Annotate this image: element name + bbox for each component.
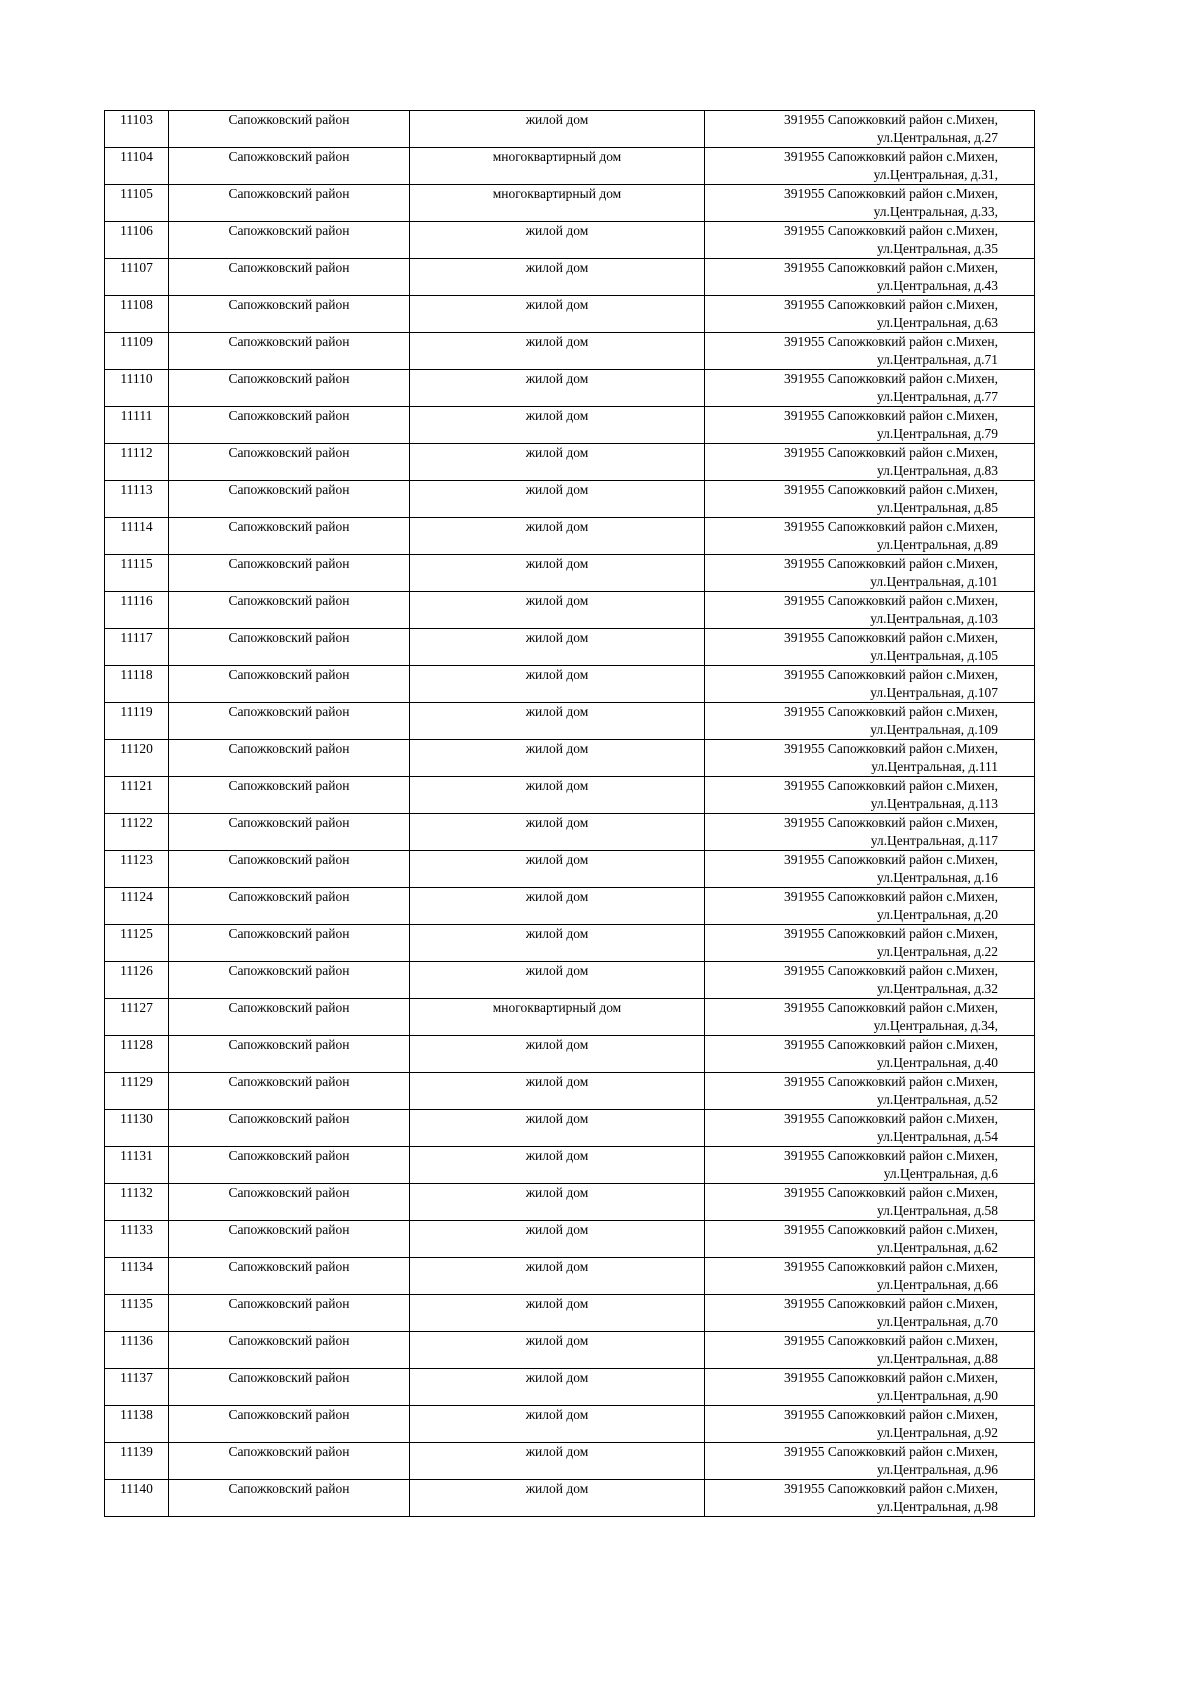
address-cell bbox=[705, 222, 1035, 259]
district-cell: Сапожковский район bbox=[169, 1147, 410, 1184]
district-cell: Сапожковский район bbox=[169, 1110, 410, 1147]
address-line-1: 391955 Сапожковкий район с.Михен, bbox=[784, 1444, 998, 1459]
row-number: 11133 bbox=[105, 1221, 169, 1258]
row-number: 11134 bbox=[105, 1258, 169, 1295]
row-number: 11104 bbox=[105, 148, 169, 185]
row-number: 11123 bbox=[105, 851, 169, 888]
address-cell bbox=[705, 1332, 1035, 1369]
address-cell bbox=[705, 111, 1035, 148]
building-type-cell: жилой дом bbox=[410, 111, 705, 148]
address-cell bbox=[705, 555, 1035, 592]
building-type-cell: жилой дом bbox=[410, 1369, 705, 1406]
address-cell bbox=[705, 777, 1035, 814]
building-type-cell: жилой дом bbox=[410, 1110, 705, 1147]
address-cell bbox=[705, 1184, 1035, 1221]
row-number: 11115 bbox=[105, 555, 169, 592]
address-cell bbox=[705, 518, 1035, 555]
district-cell: Сапожковский район bbox=[169, 740, 410, 777]
address-line-2: ул.Центральная, д.63 bbox=[877, 315, 998, 330]
district-cell: Сапожковский район bbox=[169, 296, 410, 333]
address-cell bbox=[705, 1147, 1035, 1184]
district-cell: Сапожковский район bbox=[169, 1295, 410, 1332]
address-line-2: ул.Центральная, д.79 bbox=[877, 426, 998, 441]
address-line-2: ул.Центральная, д.43 bbox=[877, 278, 998, 293]
row-number: 11135 bbox=[105, 1295, 169, 1332]
building-type-cell: жилой дом bbox=[410, 259, 705, 296]
row-number: 11131 bbox=[105, 1147, 169, 1184]
address-line-1: 391955 Сапожковкий район с.Михен, bbox=[784, 519, 998, 534]
row-number: 11118 bbox=[105, 666, 169, 703]
row-number: 11117 bbox=[105, 629, 169, 666]
address-line-1: 391955 Сапожковкий район с.Михен, bbox=[784, 1185, 998, 1200]
row-number: 11140 bbox=[105, 1480, 169, 1517]
address-line-2: ул.Центральная, д.32 bbox=[877, 981, 998, 996]
row-number: 11127 bbox=[105, 999, 169, 1036]
row-number: 11130 bbox=[105, 1110, 169, 1147]
district-cell: Сапожковский район bbox=[169, 666, 410, 703]
address-line-2: ул.Центральная, д.6 bbox=[883, 1166, 998, 1181]
address-line-1: 391955 Сапожковкий район с.Михен, bbox=[784, 704, 998, 719]
table-row bbox=[105, 666, 1035, 703]
address-line-2: ул.Центральная, д.103 bbox=[870, 611, 998, 626]
building-type-cell: жилой дом bbox=[410, 333, 705, 370]
address-line-2: ул.Центральная, д.62 bbox=[877, 1240, 998, 1255]
row-number: 11112 bbox=[105, 444, 169, 481]
address-line-1: 391955 Сапожковкий район с.Михен, bbox=[784, 1000, 998, 1015]
address-cell bbox=[705, 703, 1035, 740]
table-row bbox=[105, 1406, 1035, 1443]
address-cell bbox=[705, 740, 1035, 777]
building-type-cell: жилой дом bbox=[410, 1443, 705, 1480]
address-line-2: ул.Центральная, д.35 bbox=[877, 241, 998, 256]
table-row bbox=[105, 259, 1035, 296]
building-type-cell: жилой дом bbox=[410, 1480, 705, 1517]
table-row bbox=[105, 111, 1035, 148]
row-number: 11126 bbox=[105, 962, 169, 999]
table-row bbox=[105, 333, 1035, 370]
address-line-2: ул.Центральная, д.85 bbox=[877, 500, 998, 515]
district-cell: Сапожковский район bbox=[169, 999, 410, 1036]
district-cell: Сапожковский район bbox=[169, 1258, 410, 1295]
row-number: 11106 bbox=[105, 222, 169, 259]
address-line-2: ул.Центральная, д.92 bbox=[877, 1425, 998, 1440]
table-row bbox=[105, 185, 1035, 222]
address-line-2: ул.Центральная, д.107 bbox=[870, 685, 998, 700]
row-number: 11138 bbox=[105, 1406, 169, 1443]
district-cell: Сапожковский район bbox=[169, 407, 410, 444]
row-number: 11132 bbox=[105, 1184, 169, 1221]
table-row bbox=[105, 1369, 1035, 1406]
address-line-1: 391955 Сапожковкий район с.Михен, bbox=[784, 741, 998, 756]
address-line-1: 391955 Сапожковкий район с.Михен, bbox=[784, 1111, 998, 1126]
address-line-2: ул.Центральная, д.40 bbox=[877, 1055, 998, 1070]
address-line-1: 391955 Сапожковкий район с.Михен, bbox=[784, 297, 998, 312]
address-line-1: 391955 Сапожковкий район с.Михен, bbox=[784, 1370, 998, 1385]
row-number: 11125 bbox=[105, 925, 169, 962]
address-line-2: ул.Центральная, д.66 bbox=[877, 1277, 998, 1292]
district-cell: Сапожковский район bbox=[169, 444, 410, 481]
row-number: 11120 bbox=[105, 740, 169, 777]
address-line-1: 391955 Сапожковкий район с.Михен, bbox=[784, 926, 998, 941]
table-row bbox=[105, 1258, 1035, 1295]
table-row bbox=[105, 1443, 1035, 1480]
district-cell: Сапожковский район bbox=[169, 185, 410, 222]
address-line-2: ул.Центральная, д.16 bbox=[877, 870, 998, 885]
address-line-1: 391955 Сапожковкий район с.Михен, bbox=[784, 963, 998, 978]
row-number: 11110 bbox=[105, 370, 169, 407]
address-line-2: ул.Центральная, д.33, bbox=[873, 204, 998, 219]
table-row bbox=[105, 1147, 1035, 1184]
address-cell bbox=[705, 259, 1035, 296]
building-type-cell: жилой дом bbox=[410, 925, 705, 962]
address-line-1: 391955 Сапожковкий район с.Михен, bbox=[784, 1074, 998, 1089]
address-cell bbox=[705, 814, 1035, 851]
table-row bbox=[105, 370, 1035, 407]
address-cell bbox=[705, 185, 1035, 222]
address-cell bbox=[705, 1073, 1035, 1110]
address-line-1: 391955 Сапожковкий район с.Михен, bbox=[784, 1333, 998, 1348]
address-line-2: ул.Центральная, д.105 bbox=[870, 648, 998, 663]
table-row bbox=[105, 222, 1035, 259]
building-type-cell: жилой дом bbox=[410, 222, 705, 259]
table-row bbox=[105, 814, 1035, 851]
table-row bbox=[105, 740, 1035, 777]
address-line-2: ул.Центральная, д.70 bbox=[877, 1314, 998, 1329]
district-cell: Сапожковский район bbox=[169, 629, 410, 666]
address-cell bbox=[705, 1480, 1035, 1517]
address-line-1: 391955 Сапожковкий район с.Михен, bbox=[784, 445, 998, 460]
table-row bbox=[105, 481, 1035, 518]
district-cell: Сапожковский район bbox=[169, 851, 410, 888]
building-type-cell: жилой дом bbox=[410, 962, 705, 999]
building-type-cell: жилой дом bbox=[410, 666, 705, 703]
address-cell bbox=[705, 333, 1035, 370]
row-number: 11139 bbox=[105, 1443, 169, 1480]
row-number: 11107 bbox=[105, 259, 169, 296]
building-type-cell: жилой дом bbox=[410, 370, 705, 407]
table-row bbox=[105, 407, 1035, 444]
row-number: 11108 bbox=[105, 296, 169, 333]
table-row bbox=[105, 518, 1035, 555]
address-table bbox=[104, 110, 1035, 1517]
table-row bbox=[105, 555, 1035, 592]
row-number: 11113 bbox=[105, 481, 169, 518]
address-line-2: ул.Центральная, д.88 bbox=[877, 1351, 998, 1366]
table-row bbox=[105, 1073, 1035, 1110]
row-number: 11116 bbox=[105, 592, 169, 629]
address-line-2: ул.Центральная, д.83 bbox=[877, 463, 998, 478]
address-cell bbox=[705, 1406, 1035, 1443]
table-row bbox=[105, 962, 1035, 999]
building-type-cell: жилой дом bbox=[410, 1221, 705, 1258]
table-row bbox=[105, 1480, 1035, 1517]
building-type-cell: многоквартирный дом bbox=[410, 185, 705, 222]
district-cell: Сапожковский район bbox=[169, 370, 410, 407]
building-type-cell: жилой дом bbox=[410, 851, 705, 888]
address-line-1: 391955 Сапожковкий район с.Михен, bbox=[784, 408, 998, 423]
address-line-1: 391955 Сапожковкий район с.Михен, bbox=[784, 1407, 998, 1422]
building-type-cell: жилой дом bbox=[410, 592, 705, 629]
building-type-cell: жилой дом bbox=[410, 1036, 705, 1073]
row-number: 11121 bbox=[105, 777, 169, 814]
row-number: 11137 bbox=[105, 1369, 169, 1406]
address-line-2: ул.Центральная, д.54 bbox=[877, 1129, 998, 1144]
table-row bbox=[105, 1332, 1035, 1369]
district-cell: Сапожковский район bbox=[169, 222, 410, 259]
district-cell: Сапожковский район bbox=[169, 555, 410, 592]
row-number: 11136 bbox=[105, 1332, 169, 1369]
district-cell: Сапожковский район bbox=[169, 1036, 410, 1073]
address-cell bbox=[705, 1036, 1035, 1073]
table-row bbox=[105, 629, 1035, 666]
table-row bbox=[105, 1184, 1035, 1221]
table-row bbox=[105, 148, 1035, 185]
building-type-cell: жилой дом bbox=[410, 407, 705, 444]
table-row bbox=[105, 777, 1035, 814]
address-line-1: 391955 Сапожковкий район с.Михен, bbox=[784, 778, 998, 793]
table-row bbox=[105, 703, 1035, 740]
address-line-2: ул.Центральная, д.101 bbox=[870, 574, 998, 589]
district-cell: Сапожковский район bbox=[169, 1480, 410, 1517]
row-number: 11109 bbox=[105, 333, 169, 370]
district-cell: Сапожковский район bbox=[169, 1184, 410, 1221]
address-cell bbox=[705, 444, 1035, 481]
address-line-1: 391955 Сапожковкий район с.Михен, bbox=[784, 815, 998, 830]
building-type-cell: многоквартирный дом bbox=[410, 148, 705, 185]
building-type-cell: жилой дом bbox=[410, 888, 705, 925]
building-type-cell: жилой дом bbox=[410, 703, 705, 740]
address-line-2: ул.Центральная, д.31, bbox=[873, 167, 998, 182]
district-cell: Сапожковский район bbox=[169, 1369, 410, 1406]
address-line-2: ул.Центральная, д.71 bbox=[877, 352, 998, 367]
address-cell bbox=[705, 1221, 1035, 1258]
building-type-cell: многоквартирный дом bbox=[410, 999, 705, 1036]
address-cell bbox=[705, 962, 1035, 999]
address-line-1: 391955 Сапожковкий район с.Михен, bbox=[784, 334, 998, 349]
row-number: 11111 bbox=[105, 407, 169, 444]
building-type-cell: жилой дом bbox=[410, 296, 705, 333]
address-line-2: ул.Центральная, д.20 bbox=[877, 907, 998, 922]
district-cell: Сапожковский район bbox=[169, 925, 410, 962]
address-line-2: ул.Центральная, д.22 bbox=[877, 944, 998, 959]
building-type-cell: жилой дом bbox=[410, 740, 705, 777]
district-cell: Сапожковский район bbox=[169, 518, 410, 555]
row-number: 11103 bbox=[105, 111, 169, 148]
district-cell: Сапожковский район bbox=[169, 703, 410, 740]
address-line-2: ул.Центральная, д.98 bbox=[877, 1499, 998, 1514]
address-line-1: 391955 Сапожковкий район с.Михен, bbox=[784, 1222, 998, 1237]
address-line-1: 391955 Сапожковкий район с.Михен, bbox=[784, 482, 998, 497]
building-type-cell: жилой дом bbox=[410, 1332, 705, 1369]
address-line-1: 391955 Сапожковкий район с.Михен, bbox=[784, 1259, 998, 1274]
address-line-2: ул.Центральная, д.52 bbox=[877, 1092, 998, 1107]
district-cell: Сапожковский район bbox=[169, 148, 410, 185]
district-cell: Сапожковский район bbox=[169, 1073, 410, 1110]
address-line-2: ул.Центральная, д.34, bbox=[873, 1018, 998, 1033]
address-cell bbox=[705, 888, 1035, 925]
district-cell: Сапожковский район bbox=[169, 1443, 410, 1480]
address-line-2: ул.Центральная, д.113 bbox=[870, 796, 998, 811]
table-row bbox=[105, 1221, 1035, 1258]
district-cell: Сапожковский район bbox=[169, 333, 410, 370]
address-line-2: ул.Центральная, д.90 bbox=[877, 1388, 998, 1403]
district-cell: Сапожковский район bbox=[169, 1406, 410, 1443]
district-cell: Сапожковский район bbox=[169, 777, 410, 814]
table-row bbox=[105, 999, 1035, 1036]
table-row bbox=[105, 888, 1035, 925]
building-type-cell: жилой дом bbox=[410, 1184, 705, 1221]
address-line-2: ул.Центральная, д.109 bbox=[870, 722, 998, 737]
table-row bbox=[105, 925, 1035, 962]
address-cell bbox=[705, 1258, 1035, 1295]
address-line-1: 391955 Сапожковкий район с.Михен, bbox=[784, 667, 998, 682]
address-line-1: 391955 Сапожковкий район с.Михен, bbox=[784, 1037, 998, 1052]
building-type-cell: жилой дом bbox=[410, 629, 705, 666]
district-cell: Сапожковский район bbox=[169, 259, 410, 296]
address-cell bbox=[705, 481, 1035, 518]
address-cell bbox=[705, 851, 1035, 888]
row-number: 11114 bbox=[105, 518, 169, 555]
row-number: 11129 bbox=[105, 1073, 169, 1110]
address-line-1: 391955 Сапожковкий район с.Михен, bbox=[784, 186, 998, 201]
address-cell bbox=[705, 666, 1035, 703]
row-number: 11124 bbox=[105, 888, 169, 925]
table-row bbox=[105, 296, 1035, 333]
address-cell bbox=[705, 1110, 1035, 1147]
building-type-cell: жилой дом bbox=[410, 814, 705, 851]
address-line-1: 391955 Сапожковкий район с.Михен, bbox=[784, 371, 998, 386]
district-cell: Сапожковский район bbox=[169, 111, 410, 148]
district-cell: Сапожковский район bbox=[169, 814, 410, 851]
table-row bbox=[105, 1036, 1035, 1073]
address-line-1: 391955 Сапожковкий район с.Михен, bbox=[784, 630, 998, 645]
address-line-2: ул.Центральная, д.27 bbox=[877, 130, 998, 145]
address-line-2: ул.Центральная, д.111 bbox=[871, 759, 998, 774]
building-type-cell: жилой дом bbox=[410, 444, 705, 481]
district-cell: Сапожковский район bbox=[169, 481, 410, 518]
address-cell bbox=[705, 407, 1035, 444]
table-row bbox=[105, 592, 1035, 629]
row-number: 11122 bbox=[105, 814, 169, 851]
address-line-1: 391955 Сапожковкий район с.Михен, bbox=[784, 260, 998, 275]
building-type-cell: жилой дом bbox=[410, 518, 705, 555]
building-type-cell: жилой дом bbox=[410, 1258, 705, 1295]
district-cell: Сапожковский район bbox=[169, 962, 410, 999]
table-body bbox=[105, 111, 1035, 1517]
address-cell bbox=[705, 148, 1035, 185]
table-row bbox=[105, 851, 1035, 888]
district-cell: Сапожковский район bbox=[169, 1332, 410, 1369]
address-cell bbox=[705, 925, 1035, 962]
row-number: 11128 bbox=[105, 1036, 169, 1073]
building-type-cell: жилой дом bbox=[410, 481, 705, 518]
address-cell bbox=[705, 999, 1035, 1036]
address-line-1: 391955 Сапожковкий район с.Михен, bbox=[784, 149, 998, 164]
address-cell bbox=[705, 296, 1035, 333]
building-type-cell: жилой дом bbox=[410, 555, 705, 592]
building-type-cell: жилой дом bbox=[410, 1295, 705, 1332]
address-line-1: 391955 Сапожковкий район с.Михен, bbox=[784, 1296, 998, 1311]
address-line-1: 391955 Сапожковкий район с.Михен, bbox=[784, 223, 998, 238]
building-type-cell: жилой дом bbox=[410, 1073, 705, 1110]
building-type-cell: жилой дом bbox=[410, 777, 705, 814]
address-cell bbox=[705, 1369, 1035, 1406]
building-type-cell: жилой дом bbox=[410, 1406, 705, 1443]
address-line-1: 391955 Сапожковкий район с.Михен, bbox=[784, 852, 998, 867]
address-line-2: ул.Центральная, д.96 bbox=[877, 1462, 998, 1477]
table-row bbox=[105, 444, 1035, 481]
address-line-2: ул.Центральная, д.58 bbox=[877, 1203, 998, 1218]
table-row bbox=[105, 1295, 1035, 1332]
address-line-1: 391955 Сапожковкий район с.Михен, bbox=[784, 112, 998, 127]
district-cell: Сапожковский район bbox=[169, 888, 410, 925]
address-line-2: ул.Центральная, д.117 bbox=[870, 833, 998, 848]
table-row bbox=[105, 1110, 1035, 1147]
address-cell bbox=[705, 1443, 1035, 1480]
address-line-2: ул.Центральная, д.89 bbox=[877, 537, 998, 552]
address-line-1: 391955 Сапожковкий район с.Михен, bbox=[784, 1481, 998, 1496]
address-line-1: 391955 Сапожковкий район с.Михен, bbox=[784, 1148, 998, 1163]
row-number: 11105 bbox=[105, 185, 169, 222]
address-cell bbox=[705, 592, 1035, 629]
address-cell bbox=[705, 370, 1035, 407]
address-line-1: 391955 Сапожковкий район с.Михен, bbox=[784, 593, 998, 608]
address-line-1: 391955 Сапожковкий район с.Михен, bbox=[784, 889, 998, 904]
district-cell: Сапожковский район bbox=[169, 592, 410, 629]
row-number: 11119 bbox=[105, 703, 169, 740]
address-line-2: ул.Центральная, д.77 bbox=[877, 389, 998, 404]
district-cell: Сапожковский район bbox=[169, 1221, 410, 1258]
address-cell bbox=[705, 629, 1035, 666]
address-cell bbox=[705, 1295, 1035, 1332]
building-type-cell: жилой дом bbox=[410, 1147, 705, 1184]
address-line-1: 391955 Сапожковкий район с.Михен, bbox=[784, 556, 998, 571]
